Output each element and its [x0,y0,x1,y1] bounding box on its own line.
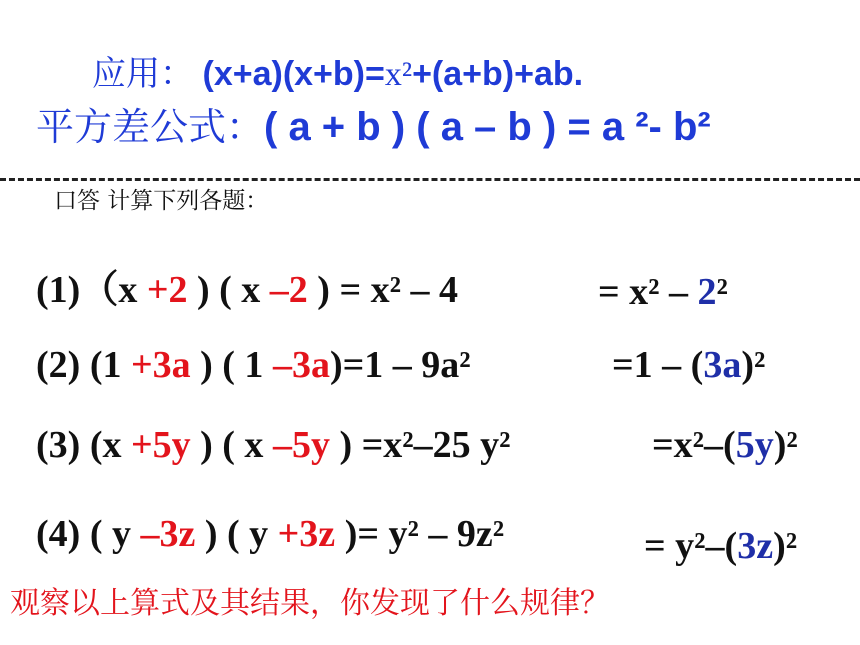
factor-open: (x [80,424,131,466]
factor-term-2: –3a [272,344,330,386]
exercise-row-2 [36,343,471,387]
factor-term-2: –2 [269,269,308,311]
square-form-prefix: = x² – [598,271,698,313]
factor-term-1: +5y [130,424,191,466]
factor-open: ( y [80,513,141,555]
square-form-suffix: ² [716,271,728,313]
square-form-term: 2 [697,271,717,313]
expanded-result: = y² – 9z² [357,513,505,555]
expanded-result: =1 – 9a² [342,344,471,386]
factor-term-1: –3z [140,513,196,555]
factor-term-2: +3z [277,513,336,555]
exercise-number: (1) [36,269,81,311]
difference-of-squares-formula: ( a + b ) ( a – b ) = a ²- b² [264,105,711,149]
dashed-divider [0,178,860,181]
application-label: 应用： [92,54,194,94]
factor-mid: ) ( x [190,424,273,466]
factor-mid: ) ( y [195,513,278,555]
square-form-prefix: =1 – ( [612,344,704,386]
square-form-2 [612,343,765,387]
square-form-3 [652,423,798,467]
factor-close: ) [335,513,358,555]
conclusion-question: 观察以上算式及其结果，你发现了什么规律？ [10,586,610,621]
factor-term-1: +2 [146,269,188,311]
difference-of-squares-label: 平方差公式： [36,105,265,149]
exercise-row-4 [36,512,504,556]
square-form-suffix: )² [773,424,798,466]
expanded-result: =x²–25 y² [352,424,511,466]
square-form-suffix: )² [741,344,766,386]
exercise-row-3 [36,423,511,467]
exercise-number: (4) [36,513,81,555]
expanded-result: = x² – 4 [329,269,458,311]
factor-close: ) [329,344,343,386]
factor-mid: ) ( 1 [190,344,273,386]
factor-open: （x [80,269,147,311]
factor-term-2: –5y [272,424,330,466]
factor-close: ) [307,269,330,311]
square-form-term: 3z [737,525,774,567]
exercise-number: (3) [36,424,81,466]
application-formula-part-a: (x+a)(x+b)= [202,55,385,93]
factor-mid: ) ( x [187,269,270,311]
factor-term-1: +3a [130,344,191,386]
application-formula-x-squared: x² [384,56,413,93]
exercise-number: (2) [36,344,81,386]
square-form-prefix: = y²–( [644,525,738,567]
difference-of-squares-line [36,96,711,151]
square-form-term: 3a [703,344,742,386]
factor-open: (1 [80,344,131,386]
exercise-row-1 [36,258,458,313]
application-formula-part-b: +(a+b)+ab. [412,55,584,93]
square-form-1 [598,270,728,314]
square-form-term: 5y [735,424,774,466]
square-form-4 [644,524,797,568]
square-form-prefix: =x²–( [652,424,736,466]
square-form-suffix: )² [773,525,798,567]
factor-close: ) [329,424,353,466]
exercise-prompt: 口答 计算下列各题： [54,188,269,214]
application-formula-line [92,46,583,95]
